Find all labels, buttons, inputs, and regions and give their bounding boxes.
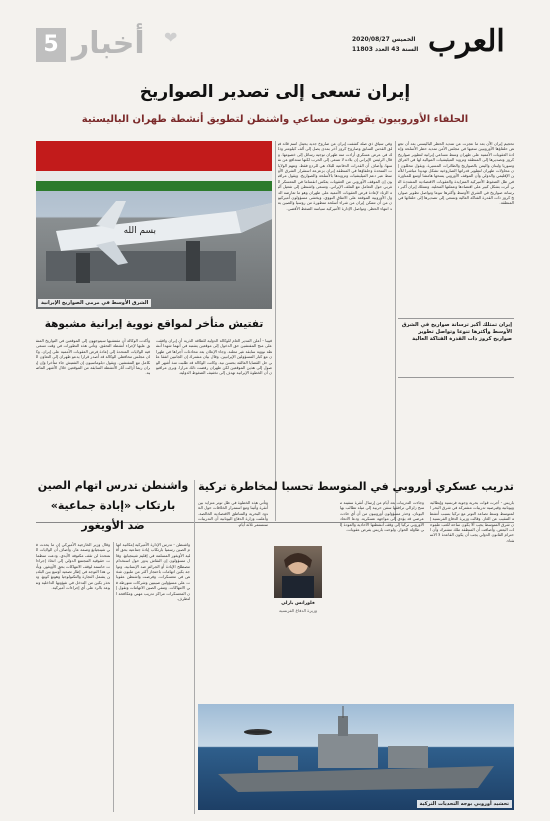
warship-photo-caption: تحشيد أوروبي بوجه التحديات التركية (417, 800, 512, 808)
story4-headline-line1: واشنطن تدرس اتهام الصين (37, 479, 189, 492)
story4-headline-line3: ضد الأويغور (81, 519, 145, 532)
lead-body-column-2: ﻭﻓﻲ ﺳﻴﺎﻕ ﺫﻱ ﺻﻠﺔ ﻛﺸﻔﺖ ﺇﻳﺮﺍﻥ ﻋﻦ ﺻﺎﺭﻭﺥ ﺟﺪﻳﺪ ﻳﺤﻤﻞ ﺍﺳﻢ ﻗﺎﺋﺪ ﻓﻴﻠﻖ ﺍﻟﻘﺪﺱ ﺍﻟﺴﺎﺑﻖ ﻭﺻﺎﺭﻭﺥ ﻛﺮﻭﺯ ﺁﺧﺮ ﺑﻤﺪﻯ ﻳﺼﻞ ﺇﻟﻰ ﺃﻟﻒ ﻛﻴﻠﻮﻣﺘﺮ ﻭﺫﻟﻚ ﻓﻲ ﻋﺮﺽ ﻋﺴﻜﺮﻱ ﺃﺭﺍﺩﺕ ﻣﻨﻪ ﻃﻬﺮﺍﻥ ﺗﻮﺟﻴﻪ ﺭﺳﺎﺋﻞ ﺇﻟﻰ ﺧﺼﻮﻣﻬﺎ. ﻭﻗﺎﻝ ﺍﻟﺮﺋﻴﺲ ﺍﻹﻳﺮﺍﻧﻲ ﺇﻥ ﺑﻼﺩﻩ ﻻ ﺗﺴﻌﻰ ﺇﻟﻰ ﺍﻟﺤﺮﺏ ﻟﻜﻨﻬﺎ ﺳﺘﺪﺍﻓﻊ ﻋﻦ ﻧﻔﺴﻬﺎ. ﻭﺃﺿﺎﻑ ﺃﻥ ﺍﻟﻘﺪﺭﺍﺕ ﺍﻟﺪﻓﺎﻋﻴﺔ ﻟﻠﺒﻼﺩ ﻫﻲ ﻟﻠﺮﺩﻉ ﻓﻘﻂ. ﻭﺗﺘﻬﻢ ﺍﻟﻮﻻﻳﺎﺕ ﺍﻟﻤﺘﺤﺪﺓ ﻭﺣﻠﻔﺎﺅﻫﺎ ﻓﻲ ﺍﻟﻤﻨﻄﻘﺔ ﺇﻳﺮﺍﻥ ﺑﺰﻋﺰﻋﺔ ﺍﺳﺘﻘﺮﺍﺭ ﺍﻟﺸﺮﻕ ﺍﻷﻭﺳﻂ ﻋﺒﺮ ﺩﻋﻢ ﺍﻟﻤﻴﻠﻴﺸﻴﺎﺕ ﻭﺗﺰﻭﻳﺪﻫﺎ ﺑﺎﻷﺳﻠﺤﺔ ﻭﺍﻟﺼﻮﺍﺭﻳﺦ. ﻭﻳﻘﻮﻝ ﻣﺮﺍﻗﺒﻮﻥ ﺇﻥ ﺍﻟﻤﻮﻗﻒ ﺍﻷﻭﺭﻭﺑﻲ ﻣﻦ ﺍﻟﻌﻘﻮﺑﺎﺕ ﻳﻌﻜﺲ ﺍﻧﻘﺴﺎﻣﺎ ﻓﻲ ﺍﻟﻤﻌﺴﻜﺮ ﺍﻟﻐﺮﺑﻲ ﺣﻮﻝ ﺍﻟﺘﻌﺎﻣﻞ ﻣﻊ ﺍﻟﻤﻠﻒ ﺍﻹﻳﺮﺍﻧﻲ. ﻭﺗﺴﻌﻰ ﻭﺍﺷﻨﻄﻦ ﺇﻟﻰ ﺗﻔﻌﻴﻞ ﺁﻟﻴﺔ ﺍﻟﺰﻧﺎﺩ ﻹﻋﺎﺩﺓ ﻓﺮﺽ ﺍﻟﻌﻘﻮﺑﺎﺕ ﺍﻷﻣﻤﻴﺔ ﻋﻠﻰ ﻃﻬﺮﺍﻥ ﻭﻫﻮ ﻣﺎ ﺗﻌﺎﺭﺿﻪ ﺍﻟﺪﻭﻝ ﺍﻷﻭﺭﻭﺑﻴﺔ ﺍﻟﻤﻮﻗﻌﺔ ﻋﻠﻰ ﺍﻻﺗﻔﺎﻕ ﺍﻟﻨﻮﻭﻱ. ﻭﻳﺨﺸﻰ ﻣﺴﺆﻭﻟﻮﻥ ﺃﻣﻴﺮﻛﻴﻮﻥ ﻣﻦ ﺃﻥ ﺗﺘﻤﻜﻦ ﺇﻳﺮﺍﻥ ﻣﻦ ﺷﺮﺍﺀ ﺃﺳﻠﺤﺔ ﻣﺘﻄﻮﺭﺓ ﻣﻦ ﺭﻭﺳﻴﺎ ﻭﺍﻟﺼﻴﻦ ﺑﻌﺪ ﺍﻧﺘﻬﺎﺀ ﺍﻟﺤﻈﺮ. ﻭﺗﻮﺍﺻﻞ ﺍﻹﺩﺍﺭﺓ ﺍﻷﻣﻴﺮﻛﻴﺔ ﺳﻴﺎﺳﺔ ﺍﻟﻀﻐﻂ ﺍﻷﻗﺼﻰ. (278, 141, 392, 211)
newspaper-logo: العرب (428, 24, 505, 59)
story3-body-column-2: ﻭﺟﺎﺀﺕ ﺍﻟﺘﺪﺭﻳﺒﺎﺕ ﺑﻌﺪ ﺃﻳﺎﻡ ﻣﻦ ﺇﺭﺳﺎﻝ ﺃﻧﻘﺮﺓ ﺳﻔﻴﻨﺔ ﻣﺴﺢ ﺯﻟﺰﺍﻟﻲ ﺗﺮﺍﻓﻘﻬﺎ ﺳﻔﻦ ﺣﺮﺑﻴﺔ ﺇﻟﻰ ﻣﻴﺎﻩ ﺗﻄﺎﻟﺐ ﺑﻬﺎ ﺍﻟﻴﻮﻧﺎﻥ. ﻭﺣﺬﺭ ﻣﺴﺆﻭﻟﻮﻥ ﺃﻭﺭﻭﺑﻴﻮﻥ ﻣﻦ ﺃﻥ ﺃﻱ ﺣﺎﺩﺙ ﻋﺮﺿﻲ ﻗﺪ ﻳﺆﺩﻱ ﺇﻟﻰ ﻣﻮﺍﺟﻬﺔ ﻋﺴﻜﺮﻳﺔ. ﻭﺩﻋﺎ ﺍﻻﺗﺤﺎﺩ ﺍﻷﻭﺭﻭﺑﻲ ﺗﺮﻛﻴﺎ ﺇﻟﻰ ﻭﻗﻒ ﺃﻧﺸﻄﺘﻬﺎ ﺍﻷﺣﺎﺩﻳﺔ ﻭﺍﻟﻌﻮﺩﺓ ﺇﻟﻰ ﻃﺎﻭﻟﺔ ﺍﻟﺤﻮﺍﺭ. ﻭﻟﻮﺣﺖ ﺑﺎﺭﻳﺲ ﺑﻔﺮﺽ ﻋﻘﻮﺑﺎﺕ. (340, 500, 424, 533)
svg-text:ﺑﺴﻢ ﺍﻟﻠﻪ: ﺑﺴﻢ ﺍﻟﻠﻪ (123, 226, 156, 236)
section-title: أخبار (72, 26, 145, 61)
portrait-caption-name: فلورانس بارلي (281, 601, 315, 606)
warship-illustration (198, 704, 514, 810)
story3-headline: تدريب عسكري أوروبي في المتوسط تحسبا لمخاطرة تركية (198, 480, 514, 493)
warship-photo (198, 704, 514, 810)
story4-headline-line2: بارتكاب «إبادة جماعية» (50, 499, 176, 512)
lead-body-column-1: ﺗﺤﺠﻴﻢ ﺇﻳﺮﺍﻥ ﺍﻵﻥ ﺑﻌﺪ ﻣﺎ ﻋﺠﺰﺕ ﻋﻦ ﺗﻤﺪﻳﺪ ﺍﻟﺤﻈﺮ ﺍﻟﺒﺎﻟﻴﺴﺘﻲ ﺑﻌﺪ ﺃﻥ ﺗﺠﻬﺾ ﺣﻠﻔﺎﺅﻫﺎ ﺍﻷﻭﺭﻭﺑﻴﻴﻦ ﺳﻌﻴﻬﺎ ﻓﻲ ﻣﺠﻠﺲ ﺍﻷﻣﻦ ﺗﻤﺪﻳﺪ ﺣﻈﺮ ﺍﻷﺳﻠﺤﺔ ﻭﺇﻋﺎﺩﺓ ﺍﻟﻌﻘﻮﺑﺎﺕ ﺍﻷﻣﻤﻴﺔ ﻋﻠﻰ ﻃﻬﺮﺍﻥ ﻭﺳﻂ ﻣﺴﺎﻋﻲ ﺇﻳﺮﺍﻧﻴﺔ ﻟﺘﻄﻮﻳﺮ ﺻﻮﺍﺭﻳﺦ ﻛﺮﻭﺯ ﻭﺗﺼﺪﻳﺮﻫﺎ ﺇﻟﻰ ﺍﻟﻤﻨﻄﻘﺔ ﻭﺗﺰﻭﻳﺪ ﺍﻟﻤﻴﻠﻴﺸﻴﺎﺕ ﺍﻟﻤﻮﺍﻟﻴﺔ ﻟﻬﺎ ﻓﻲ ﺍﻟﻌﺮﺍﻕ ﻭﺳﻮﺭﻳﺎ ﻭﻟﺒﻨﺎﻥ ﻭﺍﻟﻴﻤﻦ ﺑﺎﻟﺼﻮﺍﺭﻳﺦ ﻭﺍﻟﻄﺎﺋﺮﺍﺕ ﺍﻟﻤﺴﻴﺮﺓ. ﻭﻳﻘﻮﻝ ﻣﺤﻠﻠﻮﻥ ﺇﻥ ﻣﺤﺎﻭﻻﺕ ﻃﻬﺮﺍﻥ ﻟﺘﻄﻮﻳﺮ ﻗﺪﺭﺍﺗﻬﺎ ﺍﻟﺼﺎﺭﻭﺧﻴﺔ ﺗﺸﻜﻞ ﺗﻬﺪﻳﺪﺍ ﻣﺒﺎﺷﺮﺍ ﻟﻸﻣﻦ ﺍﻹﻗﻠﻴﻤﻲ ﻭﺍﻟﺪﻭﻟﻲ ﻭﺃﻥ ﺍﻟﻤﻮﻗﻒ ﺍﻷﻭﺭﻭﺑﻲ ﻳﻤﻨﺤﻬﺎ ﻫﺎﻣﺸﺎ ﺃﻭﺳﻊ ﻟﻠﻤﻨﺎﻭﺭﺓ ﻓﻲ ﻇﻞ ﺍﻟﻀﻐﻮﻁ ﺍﻷﻣﻴﺮﻛﻴﺔ ﺍﻟﻤﺘﺰﺍﻳﺪﺓ ﻭﺍﻟﻌﻘﻮﺑﺎﺕ ﺍﻻﻗﺘﺼﺎﺩﻳﺔ ﺍﻟﻤﺸﺪﺩﺓ ﺍﻟﺘﻲ ﺃﺛﺮﺕ ﺑﺸﻜﻞ ﻛﺒﻴﺮ ﻋﻠﻰ ﺍﻗﺘﺼﺎﺩﻫﺎ ﻭﻋﻤﻠﺘﻬﺎ ﺍﻟﻤﺤﻠﻴﺔ. ﻭﺗﻤﺘﻠﻚ ﺇﻳﺮﺍﻥ ﺃﻛﺒﺮ ﺗﺮﺳﺎﻧﺔ ﺻﻮﺍﺭﻳﺦ ﻓﻲ ﺍﻟﺸﺮﻕ ﺍﻷﻭﺳﻂ ﻭﺃﻛﺜﺮﻫﺎ ﺗﻨﻮﻋﺎ ﻭﺗﻮﺍﺻﻞ ﺗﻄﻮﻳﺮ ﺻﻮﺍﺭﻳﺦ ﻛﺮﻭﺯ ﺫﺍﺕ ﺍﻟﻘﺪﺭﺓ ﺍﻟﻔﺘﺎﻛﺔ ﺍﻟﻌﺎﻟﻴﺔ ﻭﺗﺴﻌﻰ ﺇﻟﻰ ﺗﺼﺪﻳﺮﻫﺎ ﺇﻟﻰ ﺣﻠﻔﺎﺋﻬﺎ ﻓﻲ ﺍﻟﻤﻨﻄﻘﺔ. (398, 141, 514, 206)
heart-icon: ❤ (164, 28, 178, 47)
story4-body-column-2: ﻭﻗﺎﻝ ﻭﺯﻳﺮ ﺍﻟﺨﺎﺭﺟﻴﺔ ﺍﻷﻣﻴﺮﻛﻲ ﺇﻥ ﻣﺎ ﻳﺤﺪﺙ ﻓﻲ ﺷﻴﻨﺠﻴﺎﻧﻎ ﻭﺻﻤﺔ ﻋﺎﺭ. ﻭﺃﺿﺎﻑ ﺃﻥ ﺍﻟﻮﻻﻳﺎﺕ ﺍﻟﻤﺘﺤﺪﺓ ﻟﻦ ﺗﻘﻒ ﻣﻜﺘﻮﻓﺔ ﺍﻷﻳﺪﻱ. ﻭﺩﻋﺖ ﻣﻨﻈﻤﺎﺕ ﺣﻘﻮﻗﻴﺔ ﺍﻟﻤﺠﺘﻤﻊ ﺍﻟﺪﻭﻟﻲ ﺇﻟﻰ ﺍﺗﺨﺎﺫ ﺇﺟﺮﺍﺀﺍﺕ ﺣﺎﺳﻤﺔ ﻟﻮﻗﻒ ﺍﻻﻧﺘﻬﺎﻛﺎﺕ ﺑﺤﻖ ﺍﻷﻭﻳﻐﻮﺭ. ﻭﻳﺄﺗﻲ ﻫﺬﺍ ﺍﻟﺘﻮﺟﻪ ﻓﻲ ﺇﻃﺎﺭ ﺗﺼﻌﻴﺪ ﺃﻭﺳﻊ ﺑﻴﻦ ﺍﻟﺒﻠﺪﻳﻦ ﻳﺸﻤﻞ ﺍﻟﺘﺠﺎﺭﺓ ﻭﺍﻟﺘﻜﻨﻮﻟﻮﺟﻴﺎ ﻭﻫﻮﻧﻎ ﻛﻮﻧﻎ. ﻭﺗﺤﺬﺭ ﺑﻜﻴﻦ ﻣﻦ ﺍﻟﺘﺪﺧﻞ ﻓﻲ ﺷﺆﻭﻧﻬﺎ ﺍﻟﺪﺍﺧﻠﻴﺔ ﻭﺗﺘﻮﻋﺪ ﺑﺎﻟﺮﺩ ﻋﻠﻰ ﺃﻱ ﺇﺟﺮﺍﺀﺍﺕ ﺃﻣﻴﺮﻛﻴﺔ. (36, 542, 110, 591)
story3-body-column-3: ﻭﺗﺄﺗﻲ ﻫﺬﻩ ﺍﻟﺨﻄﻮﺓ ﻓﻲ ﻇﻞ ﺗﻮﺗﺮ ﻣﺘﺰﺍﻳﺪ ﺑﻴﻦ ﺃﻧﻘﺮﺓ ﻭﺃﺛﻴﻨﺎ ﻭﻣﻊ ﺍﺳﺘﻤﺮﺍﺭ ﺍﻟﺨﻼﻓﺎﺕ ﺣﻮﻝ ﺍﻟﺤﺪﻭﺩ ﺍﻟﺒﺤﺮﻳﺔ ﻭﺍﻟﻤﻨﺎﻃﻖ ﺍﻻﻗﺘﺼﺎﺩﻳﺔ ﺍﻟﺨﺎﻟﺼﺔ. ﻭﺃﻋﻠﻨﺖ ﻭﺯﺍﺭﺓ ﺍﻟﺪﻓﺎﻉ ﺍﻟﻴﻮﻧﺎﻧﻴﺔ ﺃﻥ ﺍﻟﺘﺪﺭﻳﺒﺎﺕ ﺳﺘﺴﺘﻤﺮ ﺛﻼﺛﺔ ﺃﻳﺎﻡ. (198, 500, 268, 527)
page-number-badge (36, 28, 66, 62)
story2-headline: تفتيش متأخر لمواقع نووية إيرانية مشبوهة (44, 318, 264, 330)
story3-portrait (274, 546, 322, 598)
missile-illustration (36, 141, 272, 309)
story3-body-column-1: ﺑﺎﺭﻳﺲ - ﺃﺟﺮﺕ ﻗﻮﺍﺕ ﺑﺤﺮﻳﺔ ﻭﺟﻮﻳﺔ ﻓﺮﻧﺴﻴﺔ ﻭﺇﻳﻄﺎﻟﻴﺔ ﻭﻳﻮﻧﺎﻧﻴﺔ ﻭﻗﺒﺮﺻﻴﺔ ﺗﺪﺭﻳﺒﺎﺕ ﻣﺸﺘﺮﻛﺔ ﻓﻲ ﺷﺮﻕ ﺍﻟﺒﺤﺮ ﺍﻟﻤﺘﻮﺳﻂ ﻭﺳﻂ ﺗﺼﺎﻋﺪ ﺍﻟﺘﻮﺗﺮ ﻣﻊ ﺗﺮﻛﻴﺎ ﺑﺴﺒﺐ ﺃﻧﺸﻄﺔ ﺍﻟﺘﻨﻘﻴﺐ ﻋﻦ ﺍﻟﻐﺎﺯ. ﻭﻗﺎﻟﺖ ﻭﺯﻳﺮﺓ ﺍﻟﺪﻓﺎﻉ ﺍﻟﻔﺮﻧﺴﻴﺔ ﺇﻥ ﺷﺮﻕ ﺍﻟﻤﺘﻮﺳﻂ ﻳﺠﺐ ﺃﻻ ﻳﻜﻮﻥ ﺳﺎﺣﺔ ﻟﻠﻌﺐ ﻃﻤﻮﺣﺎﺕ ﺍﻟﺒﻌﺾ. ﻭﺃﺿﺎﻓﺖ ﺃﻥ ﺍﻟﻤﻨﻄﻘﺔ ﻣﻠﻚ ﻣﺸﺘﺮﻙ ﻭﺃﻥ ﺍﺣﺘﺮﺍﻡ ﺍﻟﻘﺎﻧﻮﻥ ﺍﻟﺪﻭﻟﻲ ﻳﺠﺐ ﺃﻥ ﻳﻜﻮﻥ ﺍﻟﻘﺎﻋﺪﺓ ﻻ ﺍﻻﺳﺘﺜﻨﺎﺀ. (430, 500, 514, 543)
lead-pullquote: إيران تمتلك أكبر ترسانة صواريخ في الشرق الأوسط وأكثرها تنوعا وتواصل تطوير صواريخ كروز ذات القدرة الفتاكة العالية (401, 322, 512, 342)
portrait-caption-role: وزيرة الدفاع الفرنسية (278, 608, 318, 613)
date-line: الخميس 2020/08/27 (352, 36, 416, 43)
lead-subheadline: الحلفاء الأوروبيون يقوضون مساعي واشنطن لتطويق أنشطة طهران الباليستية (81, 114, 469, 125)
issue-line: السنة 43 العدد 11803 (352, 46, 419, 53)
lead-pullquote-box (398, 318, 514, 378)
masthead (0, 0, 550, 80)
missile-photo (36, 141, 272, 309)
lead-photo-caption: الشرق الأوسط في مرمى الصواريخ الإيرانية (38, 299, 151, 307)
story2-body-column-2: ﻭﺃﻛﺪﺕ ﺍﻟﻮﻛﺎﻟﺔ ﺃﻥ ﻣﻔﺘﺸﻴﻬﺎ ﺳﻴﺘﻮﺟﻬﻮﻥ ﺇﻟﻰ ﺍﻟﻤﻮﻗﻌﻴﻦ ﻓﻲ ﺍﻟﺘﻮﺍﺭﻳﺦ ﺍﻟﻤﺘﻔﻖ ﻋﻠﻴﻬﺎ ﻹﺟﺮﺍﺀ ﺃﻧﺸﻄﺔ ﺍﻟﺘﺤﻘﻖ. ﻭﺗﺄﺗﻲ ﻫﺬﻩ ﺍﻟﺘﻄﻮﺭﺍﺕ ﻓﻲ ﻭﻗﺖ ﺗﺴﻌﻰ ﻓﻴﻪ ﺍﻟﻮﻻﻳﺎﺕ ﺍﻟﻤﺘﺤﺪﺓ ﺇﻟﻰ ﺇﻋﺎﺩﺓ ﻓﺮﺽ ﺍﻟﻌﻘﻮﺑﺎﺕ ﺍﻷﻣﻤﻴﺔ ﻋﻠﻰ ﺇﻳﺮﺍﻥ. ﻭﻛﺎﻥ ﻣﺠﻠﺲ ﻣﺤﺎﻓﻈﻲ ﺍﻟﻮﻛﺎﻟﺔ ﻗﺪ ﺃﺻﺪﺭ ﻗﺮﺍﺭﺍ ﻳﺪﻋﻮ ﻃﻬﺮﺍﻥ ﺇﻟﻰ ﺍﻟﺘﻌﺎﻭﻥ ﺍﻟﻜﺎﻣﻞ ﻣﻊ ﺍﻟﻤﻔﺘﺸﻴﻦ. ﻭﻳﻘﻮﻝ ﺩﺑﻠﻮﻣﺎﺳﻴﻮﻥ ﺇﻥ ﺍﻟﺘﻔﺘﻴﺶ ﺟﺎﺀ ﻣﺘﺄﺧﺮﺍ ﻭﺇﻥ ﺇﻳﺮﺍﻥ ﺭﺑﻤﺎ ﺃﺯﺍﻟﺖ ﺁﺛﺎﺭ ﺍﻷﻧﺸﻄﺔ ﺍﻟﺴﺎﺑﻘﺔ ﻣﻦ ﺍﻟﻤﻮﻗﻌﻴﻦ ﺧﻼﻝ ﺍﻷﺷﻬﺮ ﺍﻟﻤﺎﺿﻴﺔ. (36, 338, 150, 376)
portrait-silhouette (274, 546, 322, 598)
lead-headline: إيران تسعى إلى تصدير الصواريخ (139, 82, 411, 102)
story2-body-column-1: ﻓﻴﻴﻨﺎ - ﺃﻋﻠﻦ ﺍﻟﻤﺪﻳﺮ ﺍﻟﻌﺎﻡ ﻟﻠﻮﻛﺎﻟﺔ ﺍﻟﺪﻭﻟﻴﺔ ﻟﻠﻄﺎﻗﺔ ﺍﻟﺬﺭﻳﺔ ﺃﻥ ﺇﻳﺮﺍﻥ ﻭﺍﻓﻘﺖ ﻋﻠﻰ ﻣﻨﺢ ﺍﻟﻤﻔﺘﺸﻴﻦ ﺣﻖ ﺍﻟﺪﺧﻮﻝ ﺇﻟﻰ ﻣﻮﻗﻌﻴﻦ ﻳﺸﺘﺒﻪ ﻓﻲ ﺃﻧﻬﻤﺎ ﺷﻬﺪﺍ ﺃﻧﺸﻄﺔ ﻧﻮﻭﻳﺔ ﺳﺎﺑﻘﺔ ﻏﻴﺮ ﻣﻌﻠﻨﺔ. ﻭﺟﺎﺀ ﺍﻹﻋﻼﻥ ﺑﻌﺪ ﻣﺤﺎﺩﺛﺎﺕ ﺃﺟﺮﺍﻫﺎ ﻓﻲ ﻃﻬﺮﺍﻥ ﻣﻊ ﻛﺒﺎﺭ ﺍﻟﻤﺴﺆﻭﻟﻴﻦ ﺍﻹﻳﺮﺍﻧﻴﻴﻦ. ﻭﻗﺎﻝ ﺑﻴﺎﻥ ﻣﺸﺘﺮﻙ ﺇﻥ ﺍﻟﺠﺎﻧﺒﻴﻦ ﺍﺗﻔﻘﺎ ﻋﻠﻰ ﺣﻞ ﺍﻟﻘﻀﺎﻳﺎ ﺍﻟﻌﺎﻟﻘﺔ ﺑﺤﺴﻦ ﻧﻴﺔ. ﻭﻛﺎﻧﺖ ﺍﻟﻮﻛﺎﻟﺔ ﻗﺪ ﻃﻠﺒﺖ ﻣﻨﺬ ﺃﺷﻬﺮ ﺍﻟﻮﺻﻮﻝ ﺇﻟﻰ ﻫﺬﻳﻦ ﺍﻟﻤﻮﻗﻌﻴﻦ ﻟﻜﻦ ﻃﻬﺮﺍﻥ ﺭﻓﻀﺖ ﺫﻟﻚ ﻣﺮﺍﺭﺍ. ﻭﻳﺮﻯ ﻣﺮﺍﻗﺒﻮﻥ ﺃﻥ ﺍﻟﺨﻄﻮﺓ ﺍﻹﻳﺮﺍﻧﻴﺔ ﺗﻬﺪﻑ ﺇﻟﻰ ﺗﺨﻔﻴﻒ ﺍﻟﻀﻐﻮﻁ ﺍﻟﺪﻭﻟﻴﺔ. (156, 338, 272, 376)
page-number: 5 (43, 32, 59, 57)
story4-body-column-1: ﻭﺍﺷﻨﻄﻦ - ﺗﺪﺭﺱ ﺍﻹﺩﺍﺭﺓ ﺍﻷﻣﻴﺮﻛﻴﺔ ﺇﻣﻜﺎﻧﻴﺔ ﺍﺗﻬﺎﻡ ﺍﻟﺼﻴﻦ ﺭﺳﻤﻴﺎ ﺑﺎﺭﺗﻜﺎﺏ ﺇﺑﺎﺩﺓ ﺟﻤﺎﻋﻴﺔ ﺑﺤﻖ ﺃﻗﻠﻴﺔ ﺍﻷﻭﻳﻐﻮﺭ ﺍﻟﻤﺴﻠﻤﺔ ﻓﻲ ﺇﻗﻠﻴﻢ ﺷﻴﻨﺠﻴﺎﻧﻎ. ﻭﻗﺎﻝ ﻣﺴﺆﻭﻟﻮﻥ ﺇﻥ ﺍﻟﻨﻘﺎﺵ ﻳﺪﻭﺭ ﺣﻮﻝ ﺍﺳﺘﺨﺪﺍﻡ ﻣﺼﻄﻠﺢ ﺍﻹﺑﺎﺩﺓ ﺃﻭ ﺍﻟﺠﺮﺍﺋﻢ ﺿﺪ ﺍﻹﻧﺴﺎﻧﻴﺔ. ﻭﺗﻮﺍﺟﻪ ﺑﻜﻴﻦ ﺍﺗﻬﺎﻣﺎﺕ ﺑﺎﺣﺘﺠﺎﺯ ﺃﻛﺜﺮ ﻣﻦ ﻣﻠﻴﻮﻥ ﺷﺨﺺ ﻓﻲ ﻣﻌﺴﻜﺮﺍﺕ. ﻭﻓﺮﺿﺖ ﻭﺍﺷﻨﻄﻦ ﻋﻘﻮﺑﺎﺕ ﻋﻠﻰ ﻣﺴﺆﻭﻟﻴﻦ ﺻﻴﻨﻴﻴﻦ ﻭﺷﺮﻛﺎﺕ ﻣﺘﻮﺭﻃﺔ ﻓﻲ ﺍﻻﻧﺘﻬﺎﻛﺎﺕ. ﻭﺗﻨﻔﻲ ﺍﻟﺼﻴﻦ ﺍﻻﺗﻬﺎﻣﺎﺕ ﻭﺗﻘﻮﻝ ﺇﻥ ﺍﻟﻤﻌﺴﻜﺮﺍﺕ ﻣﺮﺍﻛﺰ ﺗﺪﺭﻳﺐ ﻣﻬﻨﻲ ﻭﻣﻜﺎﻓﺤﺔ ﺍﻟﺘﻄﺮﻑ. (116, 542, 190, 602)
